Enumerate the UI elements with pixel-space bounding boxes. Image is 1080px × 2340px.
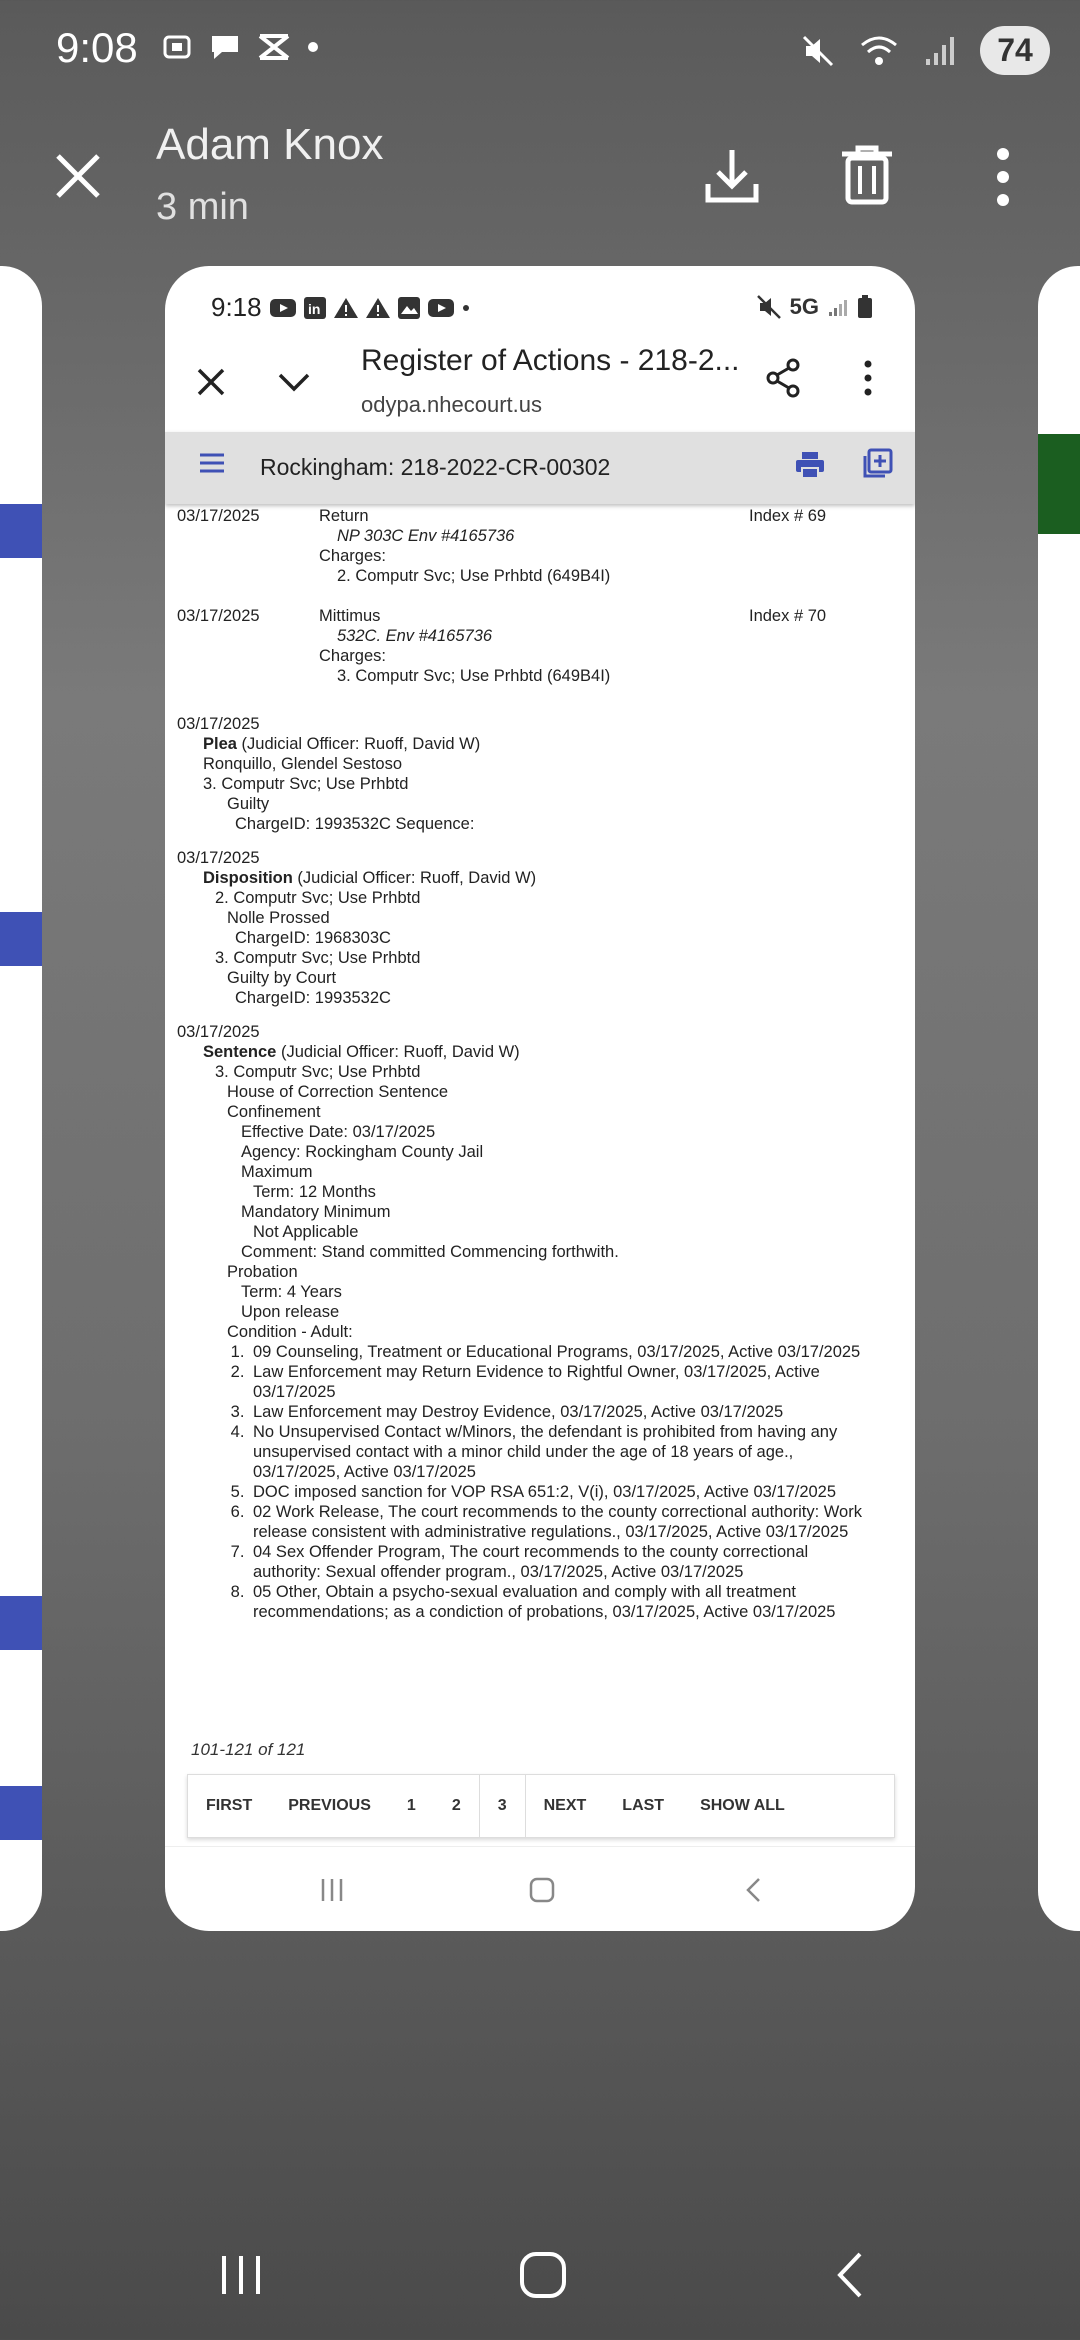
chevron-down-icon[interactable] [277, 372, 311, 392]
screenshot-card [165, 266, 915, 1931]
browser-page-title: Register of Actions - 218-2... [361, 344, 740, 377]
inner-navigation-bar [165, 1846, 915, 1931]
maximum-label: Maximum [241, 1163, 313, 1181]
entry-index: Index # 69 [749, 507, 827, 525]
entry-date: 03/17/2025 [177, 507, 260, 525]
trash-icon[interactable] [840, 144, 894, 206]
print-icon[interactable] [795, 450, 825, 480]
browser-url[interactable]: odypa.nhecourt.us [361, 392, 543, 417]
list-item: 6. 02 Work Release, The court recommends to the county correctional authority: Work release consistent with administrative regulations., 03/17/2025, Active 03/17/2025 [249, 1502, 871, 1542]
list-item: 2. Law Enforcement may Return Evidence to Rightful Owner, 03/17/2025, Active 03/17/2025 [249, 1362, 871, 1402]
probation-term: Term: 4 Years [241, 1283, 342, 1301]
judicial-officer: (Judicial Officer: Ruoff, David W) [292, 869, 537, 887]
defendant-name: Ronquillo, Glendel Sestoso [203, 755, 403, 773]
charge-id: ChargeID: 1968303C [235, 929, 391, 947]
browser-menu-icon[interactable] [863, 360, 873, 396]
probation-label: Probation [227, 1263, 298, 1281]
app-icon [256, 30, 292, 64]
inner-status-right [756, 294, 873, 320]
youtube-icon [269, 297, 297, 319]
more-options-icon[interactable] [988, 146, 1018, 208]
maximum-term: Term: 12 Months [253, 1183, 376, 1201]
home-icon[interactable] [527, 1875, 557, 1905]
disposition-result: Nolle Prossed [227, 909, 330, 927]
share-icon[interactable] [765, 358, 801, 398]
list-item: 5. DOC imposed sanction for VOP RSA 651:2, V(i), 03/17/2025, Active 03/17/2025 [249, 1482, 871, 1502]
charge-id: ChargeID: 1993532C [235, 989, 391, 1007]
mute-icon [800, 33, 836, 69]
previous-card[interactable] [0, 266, 42, 1931]
page-2-button[interactable]: 2 [451, 1797, 461, 1814]
svg-text:in: in [308, 301, 321, 317]
agency: Agency: Rockingham County Jail [241, 1143, 484, 1161]
disposition-result: Guilty by Court [227, 969, 337, 987]
charges-label: Charges: [319, 547, 386, 565]
disposition-heading [177, 868, 897, 888]
entry-index: Index # 70 [749, 607, 827, 625]
mandatory-minimum-label: Mandatory Minimum [241, 1203, 391, 1221]
show-all-button[interactable]: SHOW ALL [700, 1797, 785, 1814]
charge-line: 2. Computr Svc; Use Prhbtd [215, 889, 421, 907]
navigation-bar [0, 2230, 1080, 2330]
status-time: 9:08 [56, 24, 138, 71]
page-3-button[interactable]: 3 [479, 1774, 526, 1838]
charge-line: 2. Computr Svc; Use Prhbtd (649B4I) [337, 567, 611, 585]
charge-line: 3. Computr Svc; Use Prhbtd [215, 949, 421, 967]
hamburger-menu-icon[interactable] [199, 452, 225, 474]
previous-page-button[interactable]: PREVIOUS [288, 1797, 371, 1814]
inner-status-time: 9:18 [211, 292, 262, 322]
confinement-label: Confinement [227, 1103, 321, 1121]
entry-date: 03/17/2025 [177, 849, 260, 867]
chat-icon [208, 30, 242, 64]
judicial-officer: (Judicial Officer: Ruoff, David W) [276, 1043, 520, 1061]
download-icon[interactable] [704, 146, 760, 206]
upon-release: Upon release [241, 1303, 340, 1321]
entry-type: Return [319, 507, 369, 525]
dot-icon [306, 40, 320, 54]
plea-label: Plea [203, 735, 237, 753]
mute-icon [756, 294, 782, 320]
charge-line: 3. Computr Svc; Use Prhbtd [203, 775, 409, 793]
add-box-icon[interactable] [863, 448, 893, 478]
plea-result: Guilty [227, 795, 270, 813]
sentence-type: House of Correction Sentence [227, 1083, 449, 1101]
case-title: Rockingham: 218-2022-CR-00302 [260, 454, 611, 480]
entry-return [165, 506, 915, 596]
notification-icons [160, 30, 320, 64]
recording-header [0, 110, 1080, 250]
network-type: 5G [789, 294, 819, 319]
signal-icon [922, 33, 958, 69]
judicial-officer: (Judicial Officer: Ruoff, David W) [236, 735, 481, 753]
back-icon[interactable] [826, 2250, 876, 2300]
entry-detail: NP 303C Env #4165736 [337, 527, 515, 545]
screenshot-icon [160, 30, 194, 64]
entry-disposition [177, 848, 897, 1008]
charges-label: Charges: [319, 647, 386, 665]
list-item: 7. 04 Sex Offender Program, The court recommends to the county correctional authority: Sexual offender program., 03/17/2025, Active 03/17/2025 [249, 1542, 871, 1582]
battery-indicator: 74 [980, 26, 1050, 75]
inner-status-bar [165, 266, 915, 326]
close-tab-icon[interactable] [195, 366, 227, 398]
entry-date: 03/17/2025 [177, 715, 260, 733]
list-item: 4. No Unsupervised Contact w/Minors, the defendant is prohibited from having any unsupervised contact with a minor child under the age of 18 years of age., 03/17/2025, Active 03/17/2025 [249, 1422, 871, 1482]
next-card[interactable] [1038, 266, 1080, 1931]
pagination [187, 1774, 895, 1838]
entry-date: 03/17/2025 [177, 607, 260, 625]
sentence-label: Sentence [203, 1043, 277, 1061]
gallery-icon [397, 296, 421, 320]
entry-type: Mittimus [319, 607, 381, 625]
call-duration: 3 min [156, 186, 249, 228]
entry-sentence [177, 1022, 897, 1622]
last-page-button[interactable]: LAST [622, 1797, 665, 1814]
linkedin-icon [303, 296, 327, 320]
warning-icon [333, 296, 359, 320]
first-page-button[interactable]: FIRST [206, 1797, 253, 1814]
disposition-label: Disposition [203, 869, 293, 887]
battery-icon [857, 295, 873, 319]
case-app-bar [165, 432, 915, 504]
back-icon[interactable] [739, 1875, 769, 1905]
status-right [800, 26, 1050, 75]
sentence-comment: Comment: Stand committed Commencing forthwith. [241, 1243, 619, 1261]
wifi-icon [858, 33, 900, 69]
warning-icon [365, 296, 391, 320]
entry-detail: 532C. Env #4165736 [337, 627, 493, 645]
charge-line: 3. Computr Svc; Use Prhbtd (649B4I) [337, 667, 611, 685]
list-item: 3. Law Enforcement may Destroy Evidence, 03/17/2025, Active 03/17/2025 [249, 1402, 871, 1422]
charge-id: ChargeID: 1993532C Sequence: [235, 815, 475, 833]
page-1-button[interactable]: 1 [406, 1797, 416, 1814]
condition-list [231, 1342, 871, 1622]
mandatory-minimum-value: Not Applicable [253, 1223, 359, 1241]
register-of-actions [165, 506, 915, 1906]
signal-icon [827, 296, 849, 318]
effective-date: Effective Date: 03/17/2025 [241, 1123, 436, 1141]
contact-name: Adam Knox [156, 120, 384, 169]
recent-apps-icon[interactable] [216, 2250, 266, 2300]
charge-line: 3. Computr Svc; Use Prhbtd [215, 1063, 421, 1081]
condition-label: Condition - Adult: [227, 1323, 353, 1341]
status-bar [0, 0, 1080, 100]
entry-mittimus [165, 606, 915, 696]
plea-heading [177, 734, 897, 754]
youtube-icon [427, 297, 455, 319]
inner-notification-icons [269, 296, 471, 320]
entry-date: 03/17/2025 [177, 1023, 260, 1041]
close-icon[interactable] [52, 150, 104, 202]
result-range: 101-121 of 121 [191, 1740, 306, 1759]
recent-apps-icon[interactable] [317, 1875, 347, 1905]
list-item: 8. 05 Other, Obtain a psycho-sexual evaluation and comply with all treatment recommendations; as a condiction of probations, 03/17/2025, Active 03/17/2025 [249, 1582, 871, 1622]
entry-plea [177, 714, 897, 834]
browser-toolbar [165, 336, 915, 436]
home-icon[interactable] [518, 2250, 568, 2300]
dot-icon [461, 303, 471, 313]
list-item: 1. 09 Counseling, Treatment or Educational Programs, 03/17/2025, Active 03/17/2025 [249, 1342, 871, 1362]
sentence-heading [177, 1042, 897, 1062]
next-page-button[interactable]: NEXT [543, 1797, 587, 1814]
